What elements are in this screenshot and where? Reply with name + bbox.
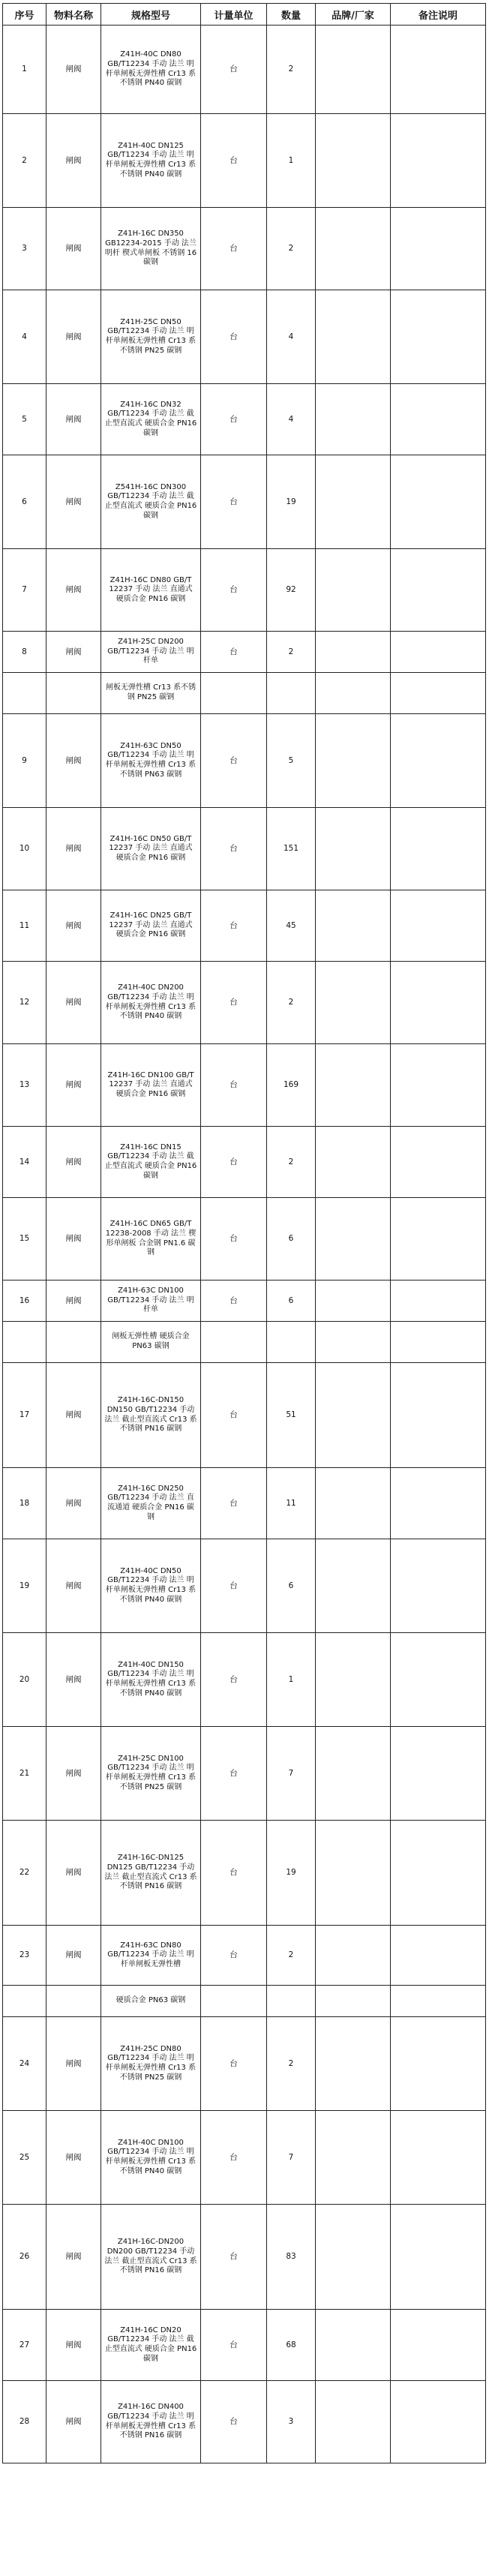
cell-specification: Z41H-63C DN100 GB/T12234 手动 法兰 明杆单: [101, 1280, 201, 1322]
cell-quantity: 92: [267, 549, 316, 632]
cell-unit: 台: [201, 2310, 267, 2381]
table-row: [3, 384, 486, 455]
cell-serial-number: 2: [3, 114, 46, 208]
cell-serial-number: 6: [3, 455, 46, 549]
cell-unit: 台: [201, 114, 267, 208]
cell-material-name: 闸阀: [46, 714, 101, 808]
header-remarks: 备注说明: [391, 4, 486, 26]
table-row: [3, 1280, 486, 1322]
cell-material-name: 闸阀: [46, 808, 101, 890]
cell-brand: [316, 26, 391, 114]
cell-serial-number: 10: [3, 808, 46, 890]
material-list-sheet: [2, 3, 485, 2463]
cell-unit: 台: [201, 549, 267, 632]
cell-brand: [316, 2310, 391, 2381]
cell-quantity: 2: [267, 632, 316, 673]
cell-material-name: 闸阀: [46, 1280, 101, 1322]
cell-material-name: 闸阀: [46, 2017, 101, 2111]
cell-remarks: [391, 714, 486, 808]
cell-brand: [316, 1280, 391, 1322]
cell-specification: 硬质合金 PN63 碳钢: [101, 1986, 201, 2017]
cell-unit: 台: [201, 1539, 267, 1633]
header-brand: 品牌/厂家: [316, 4, 391, 26]
cell-quantity: [267, 1322, 316, 1363]
cell-brand: [316, 890, 391, 962]
table-row: [3, 714, 486, 808]
table-row: [3, 1127, 486, 1198]
table-row: [3, 2017, 486, 2111]
cell-remarks: [391, 208, 486, 290]
cell-material-name: 闸阀: [46, 208, 101, 290]
table-row: [3, 1198, 486, 1280]
cell-unit: 台: [201, 1198, 267, 1280]
cell-remarks: [391, 1363, 486, 1468]
cell-unit: [201, 673, 267, 714]
cell-serial-number: 1: [3, 26, 46, 114]
cell-quantity: [267, 1986, 316, 2017]
cell-material-name: 闸阀: [46, 1363, 101, 1468]
cell-unit: 台: [201, 962, 267, 1044]
cell-specification: Z41H-16C DN32 GB/T12234 手动 法兰 截止型直流式 硬质合金 PN16 碳钢: [101, 384, 201, 455]
cell-specification: 闸板无弹性槽 Cr13 系不锈钢 PN25 碳钢: [101, 673, 201, 714]
cell-serial-number: 12: [3, 962, 46, 1044]
cell-remarks: [391, 1539, 486, 1633]
cell-material-name: 闸阀: [46, 632, 101, 673]
cell-serial-number: 26: [3, 2205, 46, 2310]
cell-quantity: 7: [267, 2111, 316, 2205]
cell-serial-number: 21: [3, 1727, 46, 1821]
cell-serial-number: 19: [3, 1539, 46, 1633]
cell-serial-number: 24: [3, 2017, 46, 2111]
cell-specification: 闸板无弹性槽 硬质合金 PN63 碳钢: [101, 1322, 201, 1363]
cell-remarks: [391, 1468, 486, 1539]
table-row: [3, 290, 486, 384]
cell-unit: 台: [201, 1926, 267, 1986]
table-row: [3, 632, 486, 673]
table-row: [3, 962, 486, 1044]
cell-serial-number: 5: [3, 384, 46, 455]
cell-serial-number: 18: [3, 1468, 46, 1539]
cell-material-name: 闸阀: [46, 1468, 101, 1539]
cell-material-name: 闸阀: [46, 26, 101, 114]
cell-serial-number: 3: [3, 208, 46, 290]
header-specification: 规格型号: [101, 4, 201, 26]
cell-brand: [316, 114, 391, 208]
cell-specification: Z41H-16C DN80 GB/T 12237 手动 法兰 直通式 硬质合金 PN16 碳钢: [101, 549, 201, 632]
cell-quantity: 2: [267, 1926, 316, 1986]
cell-specification: Z41H-16C-DN125 DN125 GB/T12234 手动 法兰 截止型直流式 Cr13 系不锈钢 PN16 碳钢: [101, 1821, 201, 1926]
table-row: [3, 1633, 486, 1727]
cell-specification: Z41H-16C DN400 GB/T12234 手动 法兰 明杆单闸板无弹性槽 Cr13 系不锈钢 PN16 碳钢: [101, 2381, 201, 2463]
cell-specification: Z41H-16C DN100 GB/T 12237 手动 法兰 直通式 硬质合金 PN16 碳钢: [101, 1044, 201, 1127]
cell-serial-number: 7: [3, 549, 46, 632]
cell-remarks: [391, 1280, 486, 1322]
cell-unit: 台: [201, 1468, 267, 1539]
cell-unit: 台: [201, 2017, 267, 2111]
cell-serial-number: [3, 1322, 46, 1363]
cell-unit: 台: [201, 2205, 267, 2310]
table-row: [3, 1322, 486, 1363]
cell-unit: 台: [201, 2381, 267, 2463]
cell-serial-number: 15: [3, 1198, 46, 1280]
cell-quantity: 6: [267, 1539, 316, 1633]
cell-brand: [316, 1539, 391, 1633]
cell-remarks: [391, 1198, 486, 1280]
cell-serial-number: 8: [3, 632, 46, 673]
cell-brand: [316, 1363, 391, 1468]
cell-brand: [316, 455, 391, 549]
cell-brand: [316, 1633, 391, 1727]
header-row: [3, 4, 486, 26]
cell-remarks: [391, 808, 486, 890]
cell-quantity: 68: [267, 2310, 316, 2381]
cell-specification: Z41H-25C DN100 GB/T12234 手动 法兰 明杆单闸板无弹性槽 Cr13 系不锈钢 PN25 碳钢: [101, 1727, 201, 1821]
cell-brand: [316, 962, 391, 1044]
cell-specification: Z41H-40C DN200 GB/T12234 手动 法兰 明杆单闸板无弹性槽 Cr13 系不锈钢 PN40 碳钢: [101, 962, 201, 1044]
cell-remarks: [391, 1127, 486, 1198]
header-serial-number: 序号: [3, 4, 46, 26]
cell-serial-number: 23: [3, 1926, 46, 1986]
cell-brand: [316, 1821, 391, 1926]
cell-serial-number: 20: [3, 1633, 46, 1727]
cell-quantity: 5: [267, 714, 316, 808]
cell-serial-number: 13: [3, 1044, 46, 1127]
cell-material-name: 闸阀: [46, 384, 101, 455]
table-row: [3, 549, 486, 632]
cell-unit: 台: [201, 714, 267, 808]
table-row: [3, 1539, 486, 1633]
cell-material-name: 闸阀: [46, 1727, 101, 1821]
cell-brand: [316, 2111, 391, 2205]
cell-remarks: [391, 673, 486, 714]
cell-serial-number: [3, 673, 46, 714]
cell-quantity: 2: [267, 1127, 316, 1198]
cell-brand: [316, 2017, 391, 2111]
table-row: [3, 890, 486, 962]
cell-quantity: 1: [267, 1633, 316, 1727]
cell-serial-number: 22: [3, 1821, 46, 1926]
cell-serial-number: 9: [3, 714, 46, 808]
cell-material-name: 闸阀: [46, 1926, 101, 1986]
cell-material-name: 闸阀: [46, 1127, 101, 1198]
cell-brand: [316, 1044, 391, 1127]
cell-quantity: 6: [267, 1198, 316, 1280]
cell-brand: [316, 2381, 391, 2463]
cell-unit: 台: [201, 1044, 267, 1127]
cell-serial-number: 4: [3, 290, 46, 384]
cell-brand: [316, 384, 391, 455]
cell-material-name: 闸阀: [46, 890, 101, 962]
cell-brand: [316, 673, 391, 714]
header-unit: 计量单位: [201, 4, 267, 26]
cell-serial-number: 14: [3, 1127, 46, 1198]
cell-serial-number: 16: [3, 1280, 46, 1322]
cell-material-name: 闸阀: [46, 1198, 101, 1280]
cell-unit: 台: [201, 890, 267, 962]
table-row: [3, 1821, 486, 1926]
cell-brand: [316, 808, 391, 890]
cell-remarks: [391, 1727, 486, 1821]
table-row: [3, 2310, 486, 2381]
cell-unit: 台: [201, 26, 267, 114]
cell-material-name: 闸阀: [46, 114, 101, 208]
cell-material-name: 闸阀: [46, 1633, 101, 1727]
cell-unit: 台: [201, 2111, 267, 2205]
table-row: [3, 673, 486, 714]
cell-specification: Z41H-40C DN80 GB/T12234 手动 法兰 明杆单闸板无弹性槽 Cr13 系不锈钢 PN40 碳钢: [101, 26, 201, 114]
cell-quantity: 6: [267, 1280, 316, 1322]
cell-remarks: [391, 2111, 486, 2205]
cell-quantity: 83: [267, 2205, 316, 2310]
cell-brand: [316, 549, 391, 632]
cell-remarks: [391, 632, 486, 673]
cell-material-name: 闸阀: [46, 1044, 101, 1127]
cell-remarks: [391, 2310, 486, 2381]
table-row: [3, 1468, 486, 1539]
cell-remarks: [391, 1986, 486, 2017]
cell-material-name: 闸阀: [46, 2381, 101, 2463]
cell-specification: Z41H-40C DN150 GB/T12234 手动 法兰 明杆单闸板无弹性槽 Cr13 系不锈钢 PN40 碳钢: [101, 1633, 201, 1727]
cell-material-name: [46, 1322, 101, 1363]
table-row: [3, 1926, 486, 1986]
cell-material-name: 闸阀: [46, 290, 101, 384]
table-row: [3, 2111, 486, 2205]
cell-quantity: 7: [267, 1727, 316, 1821]
cell-specification: Z41H-16C-DN150 DN150 GB/T12234 手动 法兰 截止型直流式 Cr13 系不锈钢 PN16 碳钢: [101, 1363, 201, 1468]
cell-unit: 台: [201, 1821, 267, 1926]
cell-quantity: 1: [267, 114, 316, 208]
cell-specification: Z41H-16C-DN200 DN200 GB/T12234 手动 法兰 截止型直流式 Cr13 系不锈钢 PN16 碳钢: [101, 2205, 201, 2310]
cell-brand: [316, 714, 391, 808]
cell-material-name: 闸阀: [46, 2205, 101, 2310]
cell-remarks: [391, 1322, 486, 1363]
cell-serial-number: [3, 1986, 46, 2017]
cell-brand: [316, 632, 391, 673]
cell-remarks: [391, 962, 486, 1044]
cell-unit: 台: [201, 1280, 267, 1322]
cell-quantity: 45: [267, 890, 316, 962]
table-row: [3, 808, 486, 890]
cell-unit: 台: [201, 290, 267, 384]
cell-remarks: [391, 1633, 486, 1727]
table-row: [3, 455, 486, 549]
cell-brand: [316, 1198, 391, 1280]
cell-remarks: [391, 1821, 486, 1926]
table-row: [3, 114, 486, 208]
cell-unit: 台: [201, 1633, 267, 1727]
cell-unit: 台: [201, 384, 267, 455]
cell-specification: Z41H-16C DN250 GB/T12234 手动 法兰 直流通道 硬质合金 PN16 碳钢: [101, 1468, 201, 1539]
cell-specification: Z41H-25C DN80 GB/T12234 手动 法兰 明杆单闸板无弹性槽 Cr13 系不锈钢 PN25 碳钢: [101, 2017, 201, 2111]
cell-specification: Z41H-16C DN20 GB/T12234 手动 法兰 截止型直流式 硬质合金 PN16 碳钢: [101, 2310, 201, 2381]
cell-unit: 台: [201, 455, 267, 549]
cell-remarks: [391, 26, 486, 114]
cell-unit: 台: [201, 1363, 267, 1468]
cell-quantity: 4: [267, 384, 316, 455]
cell-specification: Z41H-16C DN15 GB/T12234 手动 法兰 截止型直流式 硬质合金 PN16 碳钢: [101, 1127, 201, 1198]
cell-remarks: [391, 455, 486, 549]
cell-quantity: 4: [267, 290, 316, 384]
cell-material-name: [46, 1986, 101, 2017]
cell-material-name: 闸阀: [46, 2111, 101, 2205]
cell-remarks: [391, 114, 486, 208]
cell-remarks: [391, 1926, 486, 1986]
cell-material-name: 闸阀: [46, 1539, 101, 1633]
cell-serial-number: 28: [3, 2381, 46, 2463]
cell-serial-number: 25: [3, 2111, 46, 2205]
cell-unit: 台: [201, 1127, 267, 1198]
cell-unit: 台: [201, 808, 267, 890]
cell-quantity: 2: [267, 962, 316, 1044]
cell-specification: Z41H-16C DN25 GB/T 12237 手动 法兰 直通式 硬质合金 PN16 碳钢: [101, 890, 201, 962]
cell-brand: [316, 1926, 391, 1986]
cell-quantity: [267, 673, 316, 714]
cell-specification: Z541H-16C DN300 GB/T12234 手动 法兰 截止型直流式 硬质合金 PN16 碳钢: [101, 455, 201, 549]
table-row: [3, 1044, 486, 1127]
cell-remarks: [391, 890, 486, 962]
cell-remarks: [391, 1044, 486, 1127]
cell-specification: Z41H-16C DN350 GB12234-2015 手动 法兰 明杆 楔式单闸板 不锈钢 16 碳钢: [101, 208, 201, 290]
cell-remarks: [391, 384, 486, 455]
cell-specification: Z41H-25C DN50 GB/T12234 手动 法兰 明杆单闸板无弹性槽 Cr13 系不锈钢 PN25 碳钢: [101, 290, 201, 384]
cell-quantity: 169: [267, 1044, 316, 1127]
cell-specification: Z41H-16C DN50 GB/T 12237 手动 法兰 直通式 硬质合金 PN16 碳钢: [101, 808, 201, 890]
cell-quantity: 151: [267, 808, 316, 890]
cell-specification: Z41H-40C DN100 GB/T12234 手动 法兰 明杆单闸板无弹性槽 Cr13 系不锈钢 PN40 碳钢: [101, 2111, 201, 2205]
cell-specification: Z41H-40C DN125 GB/T12234 手动 法兰 明杆单闸板无弹性槽 Cr13 系不锈钢 PN40 碳钢: [101, 114, 201, 208]
table-row: [3, 2381, 486, 2463]
cell-serial-number: 27: [3, 2310, 46, 2381]
table-row: [3, 26, 486, 114]
table-row: [3, 2205, 486, 2310]
cell-material-name: 闸阀: [46, 962, 101, 1044]
header-material-name: 物料名称: [46, 4, 101, 26]
cell-brand: [316, 2205, 391, 2310]
cell-material-name: 闸阀: [46, 549, 101, 632]
cell-specification: Z41H-25C DN200 GB/T12234 手动 法兰 明杆单: [101, 632, 201, 673]
table-row: [3, 1986, 486, 2017]
cell-quantity: 19: [267, 455, 316, 549]
cell-unit: [201, 1322, 267, 1363]
cell-unit: [201, 1986, 267, 2017]
cell-material-name: 闸阀: [46, 455, 101, 549]
cell-remarks: [391, 2381, 486, 2463]
cell-brand: [316, 1727, 391, 1821]
cell-remarks: [391, 549, 486, 632]
material-table: [2, 3, 486, 2463]
cell-unit: 台: [201, 1727, 267, 1821]
cell-specification: Z41H-63C DN80 GB/T12234 手动 法兰 明杆单闸板无弹性槽: [101, 1926, 201, 1986]
header-quantity: 数量: [267, 4, 316, 26]
cell-unit: 台: [201, 632, 267, 673]
cell-remarks: [391, 290, 486, 384]
cell-specification: Z41H-63C DN50 GB/T12234 手动 法兰 明杆单闸板无弹性槽 Cr13 系不锈钢 PN63 碳钢: [101, 714, 201, 808]
cell-quantity: 2: [267, 2017, 316, 2111]
cell-serial-number: 11: [3, 890, 46, 962]
cell-brand: [316, 1986, 391, 2017]
cell-brand: [316, 1322, 391, 1363]
cell-quantity: 2: [267, 26, 316, 114]
cell-remarks: [391, 2017, 486, 2111]
cell-quantity: 51: [267, 1363, 316, 1468]
cell-brand: [316, 290, 391, 384]
cell-serial-number: 17: [3, 1363, 46, 1468]
cell-material-name: 闸阀: [46, 1821, 101, 1926]
cell-specification: Z41H-40C DN50 GB/T12234 手动 法兰 明杆单闸板无弹性槽 Cr13 系不锈钢 PN40 碳钢: [101, 1539, 201, 1633]
table-row: [3, 208, 486, 290]
cell-quantity: 19: [267, 1821, 316, 1926]
table-header: [3, 4, 486, 26]
cell-remarks: [391, 2205, 486, 2310]
table-body: [3, 26, 486, 2463]
cell-brand: [316, 208, 391, 290]
cell-specification: Z41H-16C DN65 GB/T 12238-2008 手动 法兰 楔形单闸板 合金钢 PN1.6 碳钢: [101, 1198, 201, 1280]
cell-material-name: 闸阀: [46, 2310, 101, 2381]
cell-quantity: 3: [267, 2381, 316, 2463]
cell-unit: 台: [201, 208, 267, 290]
table-row: [3, 1363, 486, 1468]
cell-brand: [316, 1127, 391, 1198]
cell-quantity: 2: [267, 208, 316, 290]
cell-material-name: [46, 673, 101, 714]
table-row: [3, 1727, 486, 1821]
cell-quantity: 11: [267, 1468, 316, 1539]
cell-brand: [316, 1468, 391, 1539]
